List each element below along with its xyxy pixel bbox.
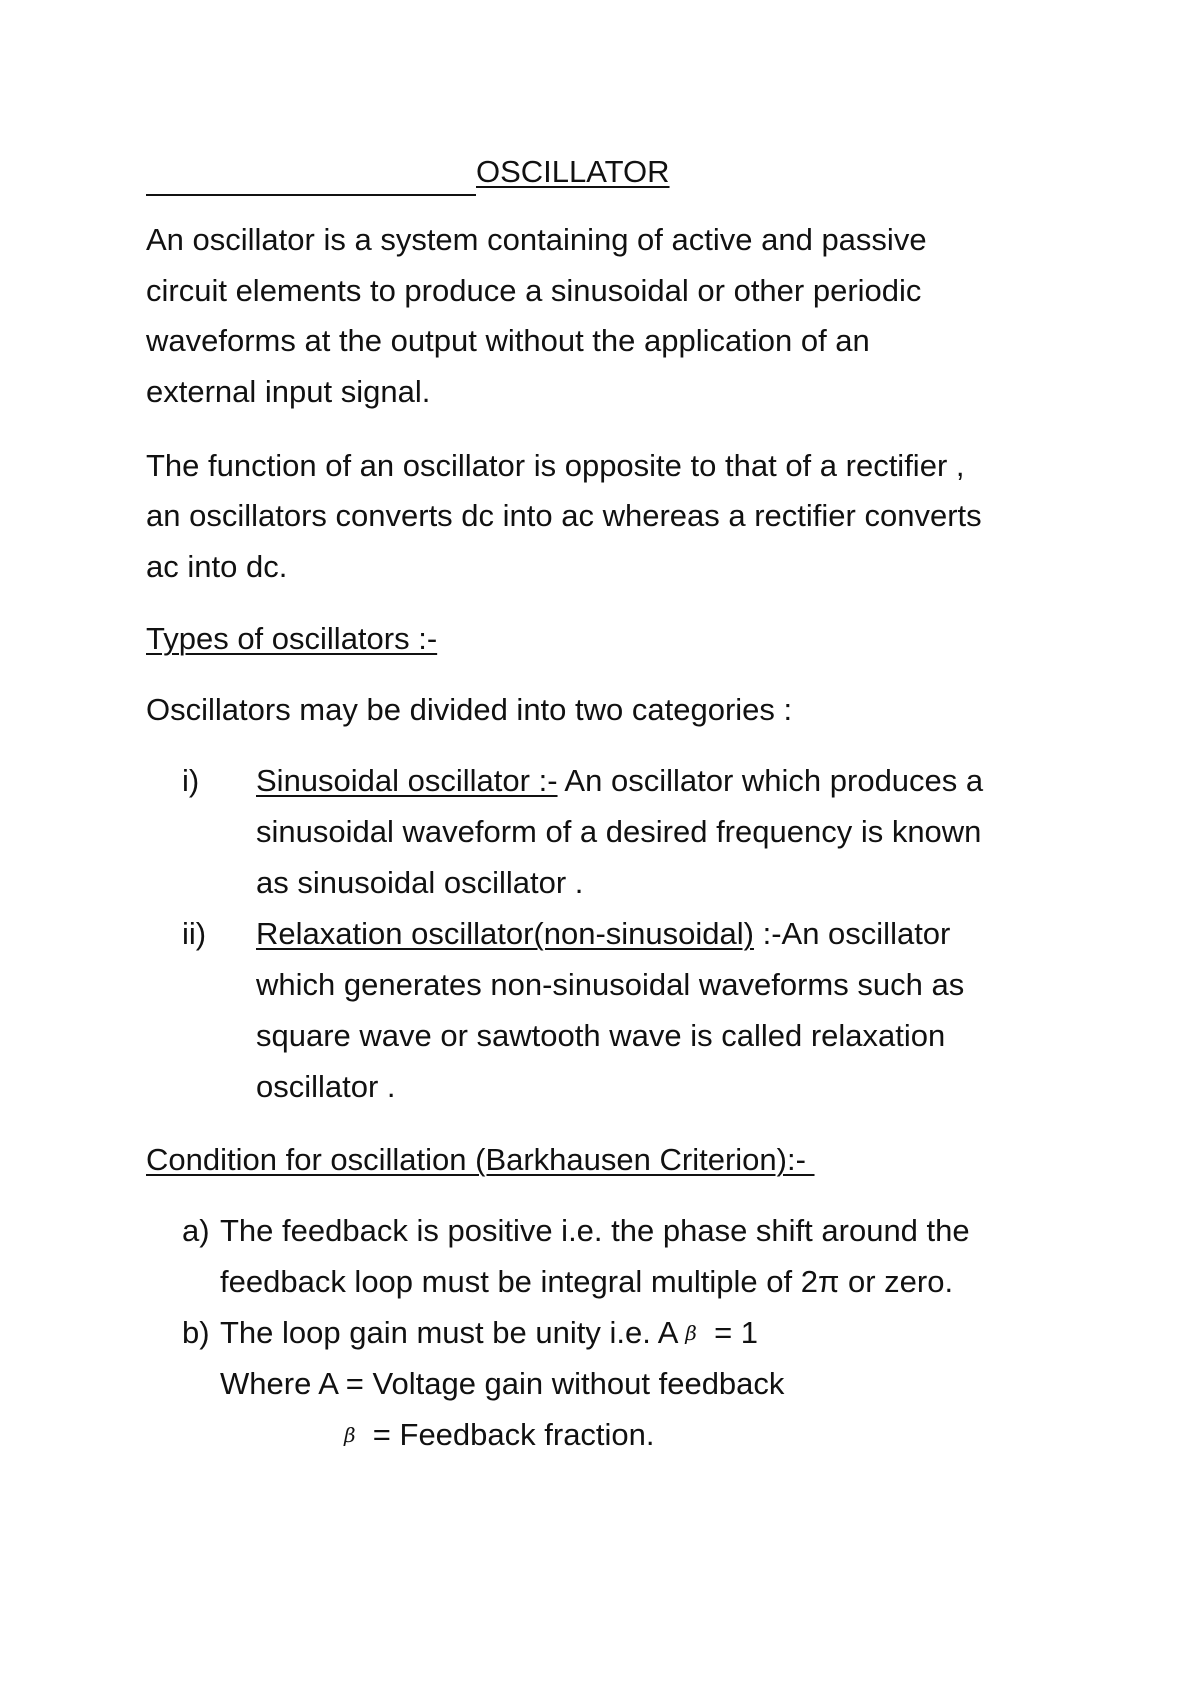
loop-gain-equals: = 1 <box>696 1315 759 1350</box>
list-marker-ii: ii) <box>182 916 207 951</box>
beta-definition-line <box>344 1415 655 1455</box>
condition-marker-b: b) <box>182 1315 210 1350</box>
condition-marker-a: a) <box>182 1213 210 1248</box>
relaxation-item-first-line <box>256 914 950 954</box>
loop-gain-text: The loop gain must be unity i.e. A <box>220 1315 686 1350</box>
sinusoidal-line-3: as sinusoidal oscillator . <box>256 865 584 900</box>
sinusoidal-line-2: sinusoidal waveform of a desired frequency is known <box>256 814 982 849</box>
sinusoidal-first-rest: An oscillator which produces a <box>557 763 984 798</box>
condition-heading: Condition for oscillation (Barkhausen Criterion):- <box>146 1142 815 1177</box>
page-title: OSCILLATOR <box>476 154 670 189</box>
intro-line-1: An oscillator is a system containing of active and passive <box>146 222 927 257</box>
list-marker-i: i) <box>182 763 200 798</box>
title-underline-rule <box>146 150 476 196</box>
sinusoidal-term: Sinusoidal oscillator :- <box>256 763 558 798</box>
condition-b-line-1 <box>220 1313 758 1353</box>
relaxation-line-4: oscillator . <box>256 1069 396 1104</box>
condition-a-line-2: feedback loop must be integral multiple of 2π or zero. <box>220 1264 954 1299</box>
intro-line-4: external input signal. <box>146 374 431 409</box>
relaxation-line-3: square wave or sawtooth wave is called relaxation <box>256 1018 946 1053</box>
types-heading: Types of oscillators :- <box>146 621 438 656</box>
function-line-3: ac into dc. <box>146 549 288 584</box>
beta-symbol: β <box>685 1321 697 1345</box>
beta-definition: = Feedback fraction. <box>355 1417 655 1452</box>
intro-line-3: waveforms at the output without the application of an <box>146 323 870 358</box>
relaxation-term: Relaxation oscillator(non-sinusoidal) <box>256 916 754 951</box>
types-intro: Oscillators may be divided into two categories : <box>146 692 793 727</box>
condition-a-line-1: The feedback is positive i.e. the phase shift around the <box>220 1213 970 1248</box>
relaxation-first-rest: :-An oscillator <box>753 916 951 951</box>
beta-symbol-def: β <box>344 1423 356 1447</box>
sinusoidal-item-first-line <box>256 761 983 801</box>
intro-line-2: circuit elements to produce a sinusoidal or other periodic <box>146 273 922 308</box>
function-line-1: The function of an oscillator is opposite to that of a rectifier , <box>146 448 965 483</box>
relaxation-line-2: which generates non-sinusoidal waveforms such as <box>256 967 965 1002</box>
where-line: Where A = Voltage gain without feedback <box>220 1366 785 1401</box>
function-line-2: an oscillators converts dc into ac whereas a rectifier converts <box>146 498 982 533</box>
